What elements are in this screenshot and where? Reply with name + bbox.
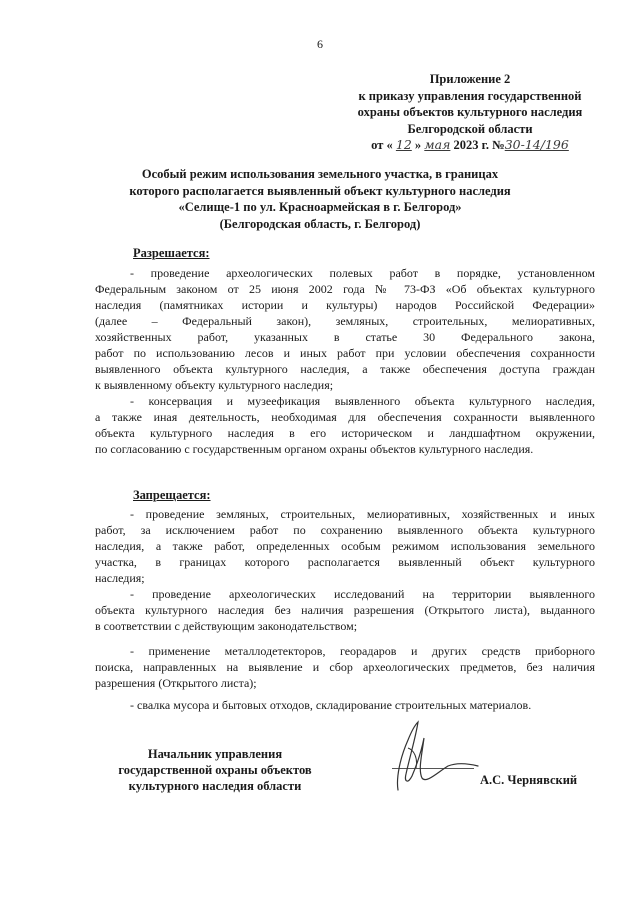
appendix-line3: охраны объектов культурного наследия [357,105,583,119]
text-line: к выявленному объекту культурного наследия; [95,378,334,392]
date-day: 12 [395,137,412,152]
text-line: - свалка мусора и бытовых отходов, складирование строительных материалов. [130,698,532,712]
text-line: работ по использованию лесов и иных работ при условии обеспечения сохранности [95,346,595,360]
text-line: - проведение археологических полевых работ в порядке, установленном [130,266,595,280]
title-line3: «Селище-1 по ул. Красноармейская в г. Белгород» [178,200,462,214]
text-line: работ, за исключением работ по сохранению выявленного объекта культурного [95,523,595,537]
date-mid: » [414,138,422,152]
text-line: объекта культурного наследия в его историческом и ландшафтном окружении, [95,426,595,440]
date-year: 2023 г. № [453,138,505,152]
title-line2: которого располагается выявленный объект культурного наследия [129,183,511,198]
appendix-line1: Приложение 2 [429,72,511,86]
appendix-line2: к приказу управления государственной [358,88,582,103]
text-line: по согласованию с государственным органом охраны объектов культурного наследия. [95,442,534,456]
text-line: поиска, направленных на выявление и сбор археологических предметов, без наличия [95,660,595,674]
forbidden-heading: Запрещается: [133,488,211,502]
signatory-line1: Начальник управления [147,747,283,761]
text-line: наследия, а также работ, определенных особым режимом использования земельного [95,539,595,553]
date-prefix: от « [371,138,393,152]
text-line: а также иная деятельность, необходимая для обеспечения сохранности выявленного [95,410,595,424]
date-month: мая [424,137,451,152]
appendix-date-line [345,137,595,154]
forbidden-item-4 [95,697,595,713]
allowed-item-1 [95,265,595,393]
text-line: (далее – Федеральный закон), земляных, строительных, мелиоративных, [95,314,595,328]
text-line: - применение металлодетекторов, георадаров и других средств приборного [130,644,595,658]
text-line: разрешения (Открытого листа); [95,676,257,690]
document-title [95,166,545,232]
text-line: хозяйственных работ, указанных в статье 30 Федерального закона, [95,330,595,344]
text-line: наследия (памятниках истории и культуры) народов Российской Федерации» [95,298,595,312]
signatory-position [100,746,330,794]
text-line: - проведение археологических исследований на территории выявленного [130,587,595,601]
text-line: Федеральным законом от 25 июня 2002 года № 73-ФЗ «Об объектах культурного [95,282,595,296]
handwritten-signature [378,718,488,798]
text-line: участка, в границах которого располагается выявленный объект культурного [95,555,595,569]
allowed-heading: Разрешается: [133,246,210,260]
appendix-line4: Белгородской области [407,121,533,136]
text-line: выявленного объекта культурного наследия, а также обеспечения доступа граждан [95,362,595,376]
text-line: наследия; [95,571,145,585]
title-line1: Особый режим использования земельного участка, в границах [141,167,499,181]
signatory-line3: культурного наследия области [128,779,302,793]
forbidden-item-2 [95,586,595,634]
title-line4: (Белгородская область, г. Белгород) [219,216,421,231]
text-line: в соответствии с действующим законодательством; [95,619,358,633]
order-number: 30-14/196 [504,137,569,152]
forbidden-item-3 [95,643,595,691]
text-line: - проведение земляных, строительных, мелиоративных, хозяйственных и иных [130,507,595,521]
allowed-item-2 [95,393,595,457]
text-line: - консервация и музеефикация выявленного объекта культурного наследия, [130,394,595,408]
forbidden-item-1 [95,506,595,586]
text-line: объекта культурного наследия без наличия разрешения (Открытого листа), выданного [95,603,595,617]
signatory-name: А.С. Чернявский [480,773,578,787]
page-number: 6 [317,37,323,51]
signatory-line2: государственной охраны объектов [118,763,312,777]
appendix-header [345,71,595,154]
